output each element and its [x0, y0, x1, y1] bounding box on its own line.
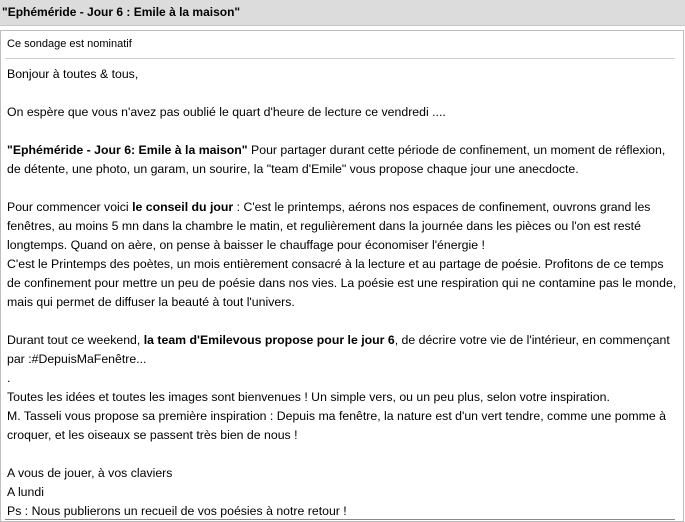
intro-title: "Ephéméride - Jour 6: Emile à la maison": [7, 143, 248, 157]
reminder-text: On espère que vous n'avez pas oublié le quart d'heure de lecture ce vendredi ....: [7, 105, 446, 119]
advice-text: : C'est le printemps, aérons nos espaces de confinement, ouvrons grand les fenêtres, au moins 5 mn dans la chambre le matin, et regulièrement dans la journée dans les pièces ou l'on est resté longtemps. Quand on aère, on pense à baisser le chauffage pour économiser l'énergie !: [7, 200, 651, 252]
notice-divider: [5, 58, 675, 59]
intro-paragraph: [7, 141, 679, 179]
play-text: A vous de jouer, à vos claviers: [7, 466, 173, 480]
separator-dot: .: [7, 371, 11, 385]
intro-text: Pour partager durant cette période de confinement, un moment de réflexion, de détente, une photo, un garam, un sourire, la "team d'Emile" vous propose chaque jour une anecdocte.: [7, 143, 666, 176]
bottom-divider: [5, 519, 675, 520]
advice-paragraph: [7, 198, 679, 255]
weekend-prefix: Durant tout ce weekend,: [7, 333, 144, 347]
inspiration-text: M. Tasseli vous propose sa première inspiration : Depuis ma fenêtre, la nature est d'un vert tendre, comme une pomme à croquer, et les oiseaux se passent très bien de nous !: [7, 409, 666, 442]
page-title: "Ephéméride - Jour 6 : Emile à la maison": [2, 5, 241, 19]
poets-paragraph: C'est le Printemps des poètes, un mois entièrement consacré à la lecture et au partage de poésie. Profitons de ce temps de confinement pour mettre un peu de poésie dans nos vies. La poésie est une respiration qui ne contamine pas le monde, mais qui permet de diffuser la beauté à tout l'univers.: [7, 257, 677, 309]
weekend-text: , de décrire votre vie de l'intérieur, en commençant par :#DepuisMaFenêtre...: [7, 333, 670, 366]
monday-text: A lundi: [7, 485, 44, 499]
message-panel: [0, 30, 684, 522]
advice-prefix: Pour commencer voici: [7, 200, 133, 214]
title-bar: [0, 0, 685, 26]
advice-title: le conseil du jour: [132, 200, 234, 214]
greeting-text: Bonjour à toutes & tous,: [7, 67, 139, 81]
message-body: [7, 65, 679, 521]
weekend-title: la team d'Emilevous propose pour le jour 6: [143, 333, 395, 347]
poll-notice: Ce sondage est nominatif: [7, 38, 132, 50]
ideas-text: Toutes les idées et toutes les images sont bienvenues ! Un simple vers, ou un peu plus, selon votre inspiration.: [7, 390, 610, 404]
weekend-paragraph: [7, 331, 679, 369]
ps-text: Ps : Nous publierons un recueil de vos poésies à notre retour !: [7, 504, 347, 518]
